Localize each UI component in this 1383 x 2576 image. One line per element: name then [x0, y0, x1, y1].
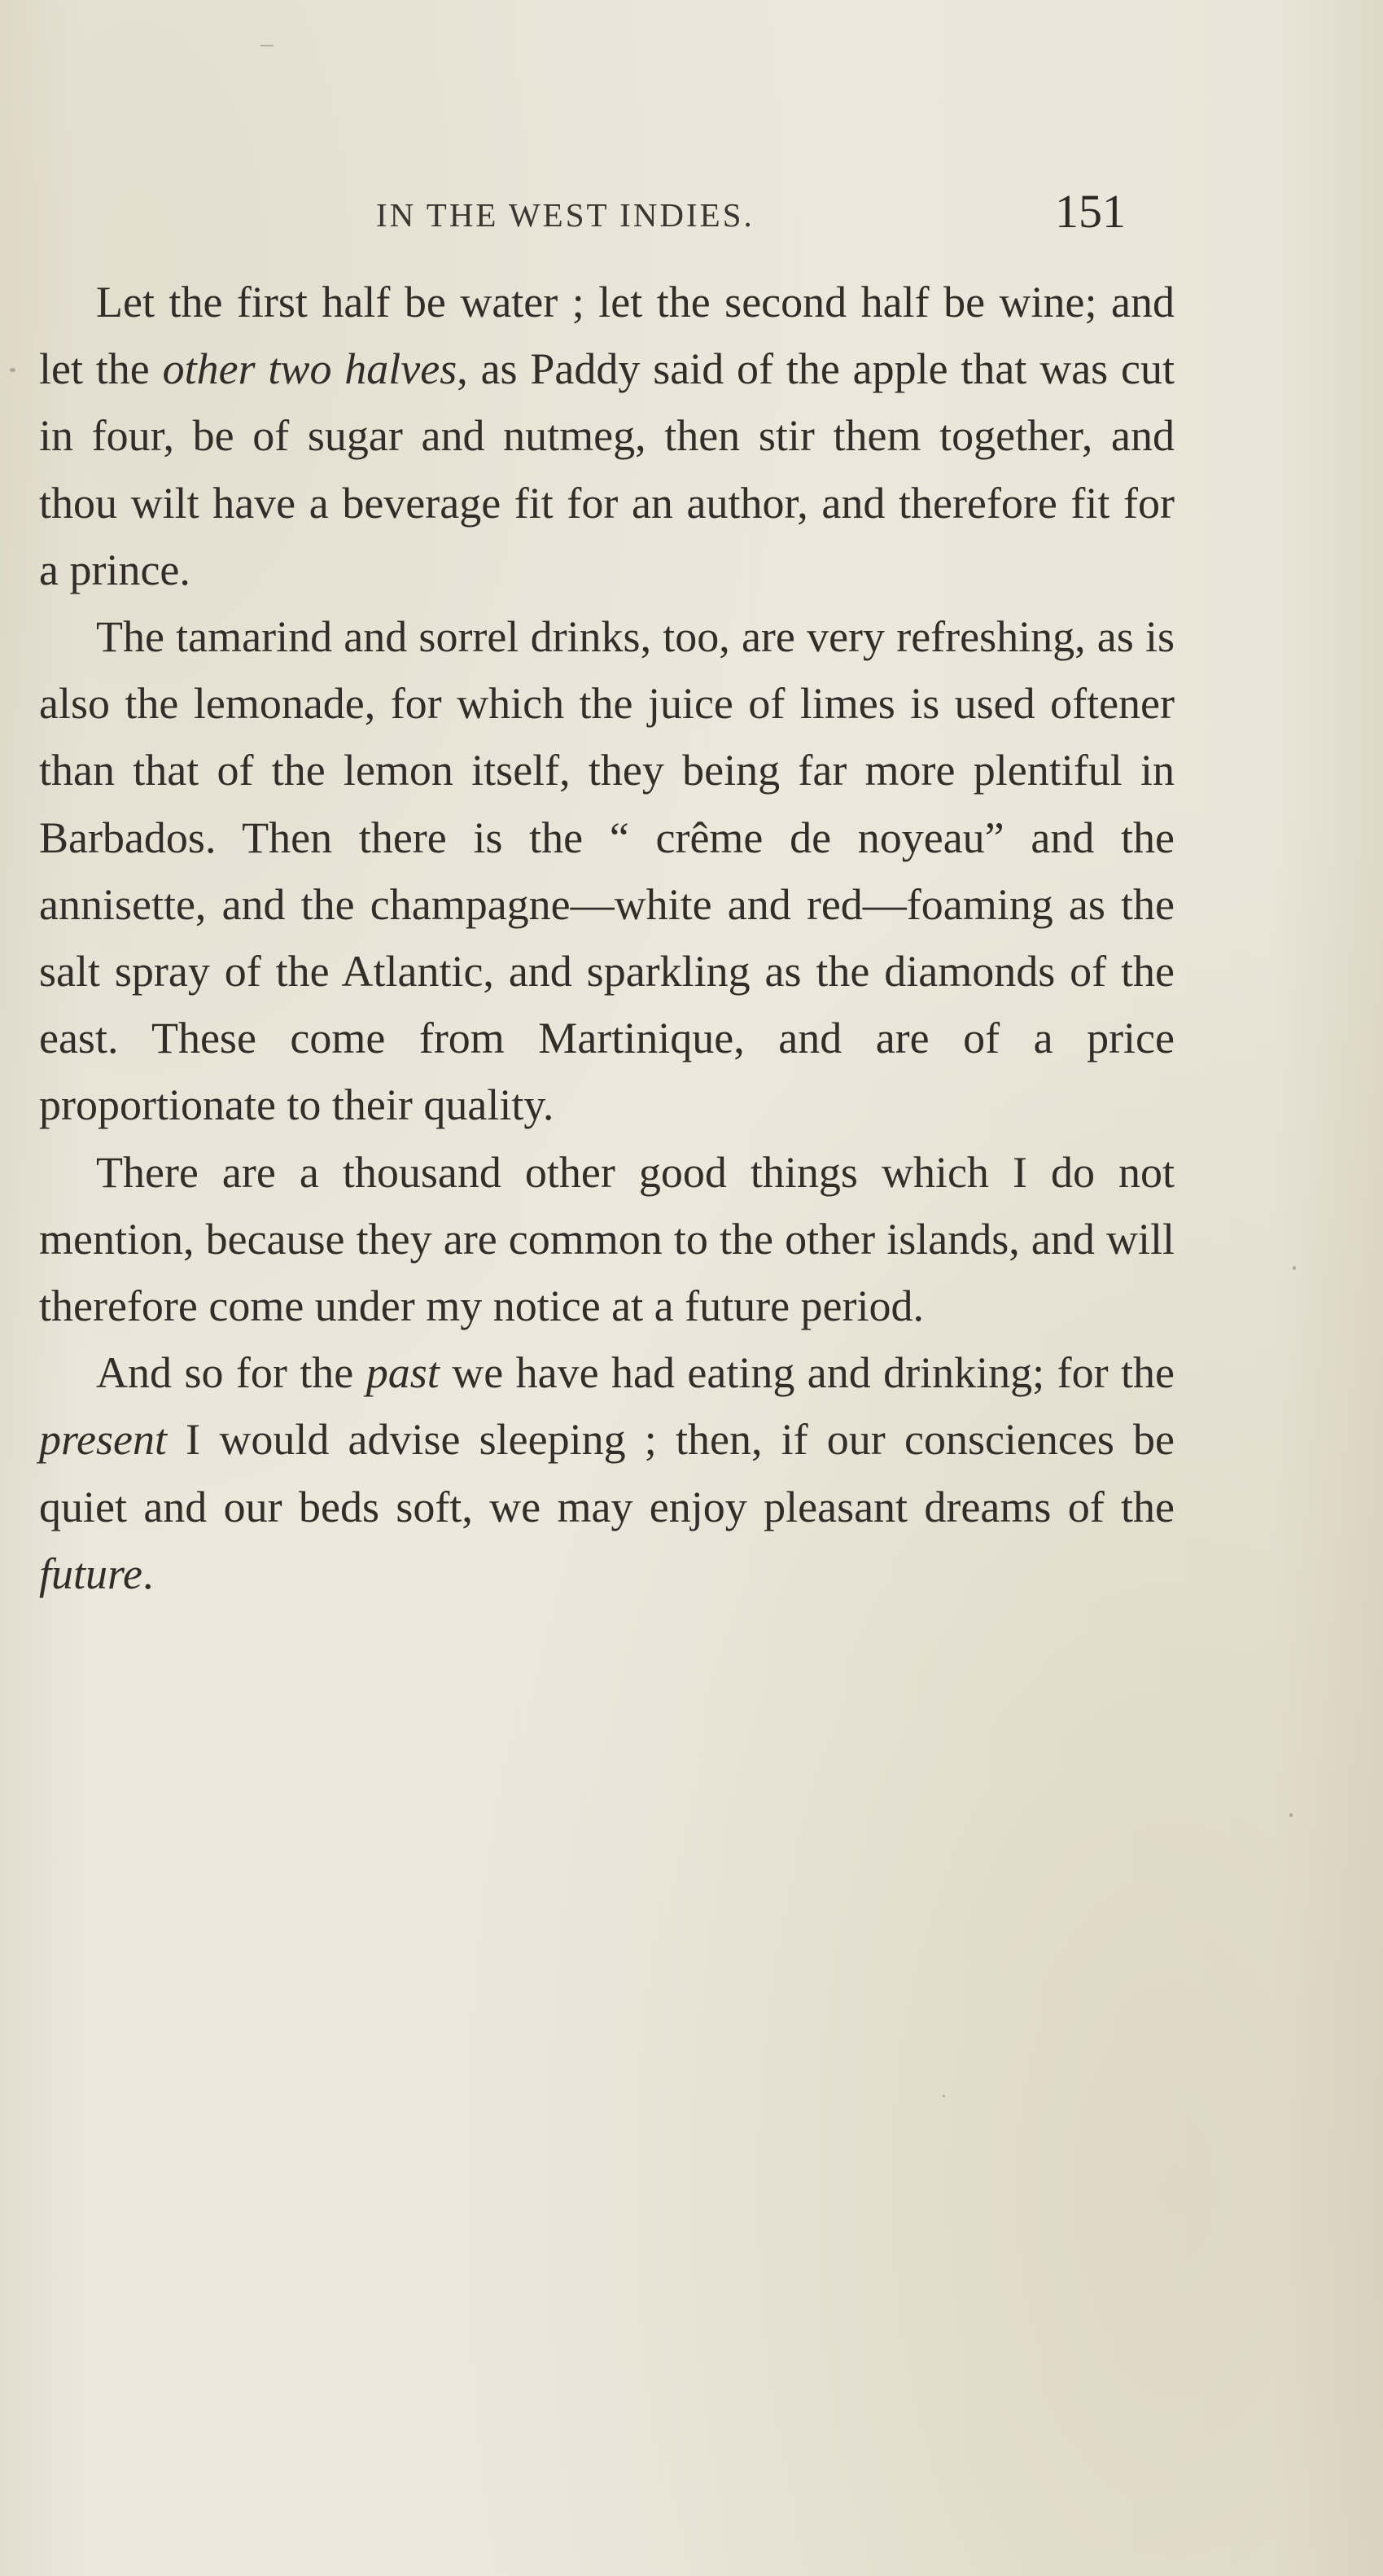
paragraph [39, 603, 1175, 1139]
italic-text: other two halves [162, 344, 457, 394]
text-run: , as Paddy said of the apple that was cut in four, be of sugar and nutmeg, then stir them together, and thou wilt have a beverage fit for an author, and therefore fit for a prince. [39, 344, 1175, 594]
paragraph [39, 1339, 1175, 1607]
italic-text: past [365, 1348, 440, 1398]
running-head: IN THE WEST INDIES. [376, 196, 755, 234]
paper-speck [260, 45, 274, 46]
paragraph [39, 1139, 1175, 1340]
text-run: The tamarind and sorrel drinks, too, are very refreshing, as is also the lemonade, for which the juice of limes is used oftener than that of the lemon itself, they being far more plentiful in Barbados. Then there is the “ crême de noyeau” and the annisette, and the champagne—white and red—foaming as the salt spray of the Atlantic, and sparkling as the diamonds of the east. These come from Martinique, and are of a price proportionate to their quality. [39, 612, 1175, 1130]
italic-text: future [39, 1549, 142, 1598]
paper-speck [1289, 1813, 1293, 1817]
text-run: There are a thousand other good things which I do not mention, because they are common to the other islands, and will therefore come under my notice at a future period. [39, 1147, 1175, 1331]
text-run: we have had eating and drinking; for the [439, 1348, 1175, 1398]
paragraph [39, 269, 1175, 603]
text-run: I would advise sleeping ; then, if our consciences be quiet and our beds soft, we may enjoy pleasant dreams of the [39, 1415, 1175, 1531]
paper-speck [10, 368, 15, 372]
body-text [39, 269, 1175, 1607]
italic-text: present [39, 1415, 167, 1465]
page-number: 151 [1055, 185, 1126, 238]
paper-speck [943, 2095, 945, 2097]
text-run: And so for the [96, 1348, 366, 1398]
page-header [0, 185, 1383, 238]
text-run: . [142, 1549, 154, 1598]
paper-speck [1293, 1266, 1296, 1270]
text-run: Let the first half be water ; let the second half be wine; and let the [39, 278, 1175, 394]
